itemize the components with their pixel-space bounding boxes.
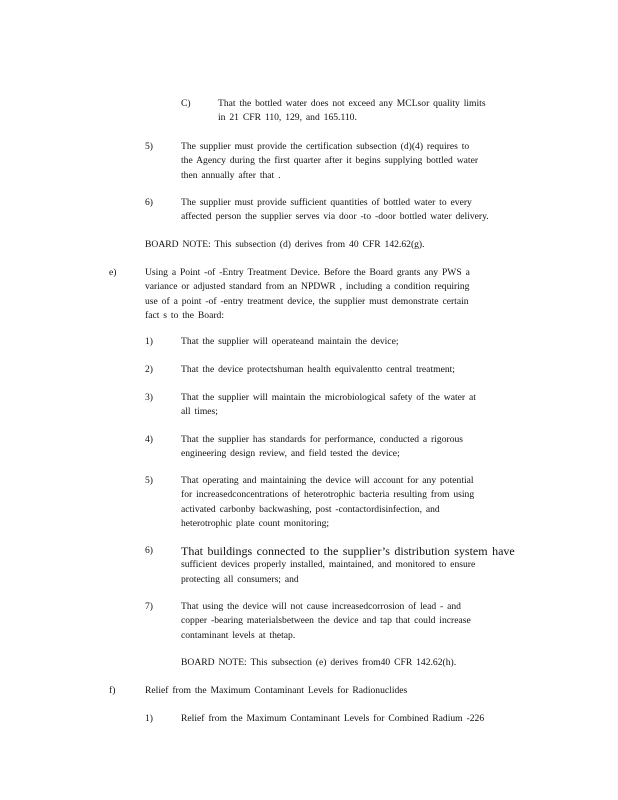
item-label: 5): [145, 475, 153, 486]
text-line: That operating and maintaining the device will account for any potential: [181, 475, 474, 486]
item-label: 1): [145, 713, 153, 724]
section-e-text: [145, 266, 529, 324]
f-item-1-text: Relief from the Maximum Contaminant Levels for Combined Radium -226: [181, 713, 485, 724]
text-line: in 21 CFR 110, 129, and 165.110.: [218, 112, 357, 124]
text-line: protecting all consumers; and: [181, 573, 299, 585]
item-c-text: [218, 97, 532, 126]
text-line: heterotrophic plate count monitoring;: [181, 518, 330, 530]
text-line: That the bottled water does not exceed any MCLsor quality limits: [218, 98, 486, 109]
text-line: contaminant levels at thetap.: [181, 629, 296, 641]
text-line: the Agency during the first quarter after it begins supplying bottled water: [181, 155, 479, 167]
e-item-1-text: [181, 335, 531, 349]
text-line: affected person the supplier serves via door -to -door bottled water delivery.: [181, 211, 489, 223]
e-item-4-text: [181, 433, 531, 462]
board-note: BOARD NOTE: This subsection (e) derives from40 CFR 142.62(h).: [181, 657, 457, 668]
text-line: activated carbonby backwashing, post -contactordisinfection, and: [181, 503, 440, 515]
item-label: 6): [145, 545, 153, 556]
text-line: fact s to the Board:: [145, 310, 224, 322]
text-line: That the supplier will maintain the microbiological safety of the water at: [181, 392, 476, 403]
item-label: 6): [145, 197, 153, 208]
item-label: 3): [145, 392, 153, 403]
board-note: BOARD NOTE: This subsection (d) derives from 40 CFR 142.62(g).: [145, 239, 425, 250]
text-line: The supplier must provide sufficient quantities of bottled water to every: [181, 197, 472, 208]
text-line: Using a Point -of -Entry Treatment Device. Before the Board grants any PWS a: [145, 267, 470, 278]
text-line: all times;: [181, 406, 218, 418]
text-line: engineering design review, and field tested the device;: [181, 448, 400, 460]
item-label: 7): [145, 601, 153, 612]
text-line: copper -bearing materialsbetween the device and tap that could increase: [181, 615, 471, 627]
text-line: sufficient devices properly installed, maintained, and monitored to ensure: [181, 559, 476, 571]
item-label: 4): [145, 434, 153, 445]
e-item-5-text: [181, 474, 539, 532]
item-label: 1): [145, 336, 153, 347]
item-label: 5): [145, 141, 153, 152]
item-5-text: [181, 140, 531, 183]
section-label: f): [109, 685, 116, 696]
section-f-heading: Relief from the Maximum Contaminant Levels for Radionuclides: [145, 685, 408, 696]
e-item-2-text: [181, 363, 531, 377]
text-line: That buildings connected to the supplier’s distribution system have: [181, 544, 515, 558]
text-line: then annually after that .: [181, 169, 281, 181]
text-line: variance or adjusted standard from an NPDWR , including a condition requiring: [145, 281, 470, 293]
item-label: 2): [145, 364, 153, 375]
text-line: use of a point -of -entry treatment device, the supplier must demonstrate certain: [145, 295, 469, 307]
text-line: The supplier must provide the certification subsection (d)(4) requires to: [181, 141, 470, 152]
text-line: That the device protectshuman health equivalentto central treatment;: [181, 364, 455, 375]
text-line: for increasedconcentrations of heterotrophic bacteria resulting from using: [181, 489, 475, 501]
section-label: e): [109, 267, 117, 278]
text-line: That the supplier has standards for performance, conducted a rigorous: [181, 434, 464, 445]
item-6-text: [181, 196, 535, 225]
text-line: That using the device will not cause increasedcorrosion of lead - and: [181, 601, 461, 612]
e-item-3-text: [181, 391, 531, 420]
e-item-7-text: [181, 600, 517, 643]
text-line: That the supplier will operateand maintain the device;: [181, 336, 399, 347]
item-label: C): [181, 98, 191, 109]
e-item-6-text: [181, 544, 531, 587]
